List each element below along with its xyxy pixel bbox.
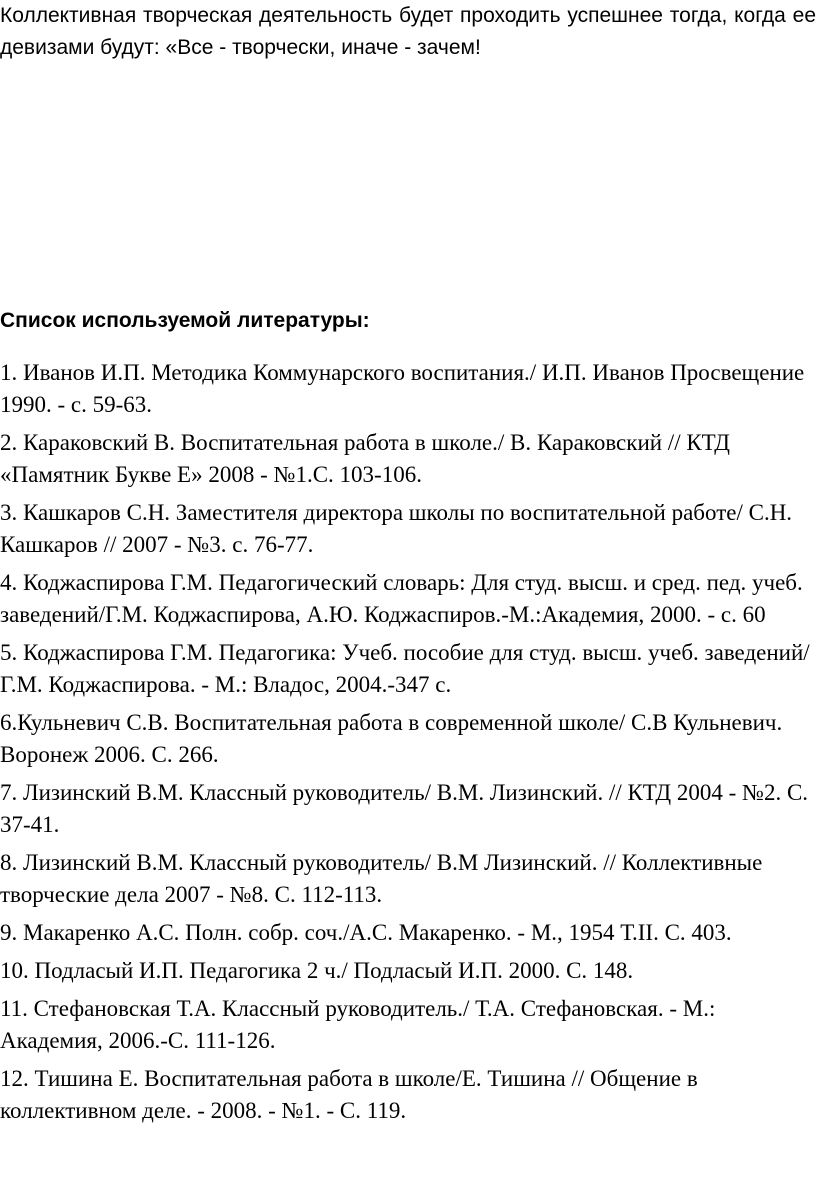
bibliography-item: 1. Иванов И.П. Методика Коммунарского воспитания./ И.П. Иванов Просвещение 1990. - с. 59-63. xyxy=(0,360,805,417)
bibliography-item: 7. Лизинский В.М. Классный руководитель/ В.М. Лизинский. // КТД 2004 - №2. С. 37-41. xyxy=(0,780,809,837)
bibliography-item: 3. Кашкаров С.Н. Заместителя директора школы по воспитательной работе/ С.Н. Кашкаров // 2007 - №3. с. 76-77. xyxy=(0,500,793,557)
bibliography-item: 12. Тишина Е. Воспитательная работа в школе/Е. Тишина // Общение в коллективном деле. - 2008. - №1. - С. 119. xyxy=(0,1066,698,1123)
bibliography-item: 6.Кульневич С.В. Воспитательная работа в современной школе/ С.В Кульневич. Воронеж 2006. С. 266. xyxy=(0,710,783,767)
bibliography-item: 8. Лизинский В.М. Классный руководитель/ В.М Лизинский. // Коллективные творческие дела 2007 - №8. С. 112-113. xyxy=(0,850,763,907)
bibliography-item: 5. Коджаспирова Г.М. Педагогика: Учеб. пособие для студ. высш. учеб. заведений/ Г.М. Коджаспирова. - М.: Владос, 2004.-347 с. xyxy=(0,640,810,697)
bibliography-item: 11. Стефановская Т.А. Классный руководитель./ Т.А. Стефановская. - М.: Академия, 2006.-С. 111-126. xyxy=(0,996,716,1053)
bibliography-item: 4. Коджаспирова Г.М. Педагогический словарь: Для студ. высш. и сред. пед. учеб. заведений/Г.М. Коджаспирова, А.Ю. Коджаспиров.-М.:Академия, 2000. - с. 60 xyxy=(0,570,803,627)
bibliography-item: 9. Макаренко А.С. Полн. собр. соч./А.С. Макаренко. - М., 1954 Т.II. С. 403. xyxy=(0,920,732,945)
bibliography-heading: Список используемой литературы: xyxy=(0,309,370,332)
bibliography-item: 10. Подласый И.П. Педагогика 2 ч./ Подласый И.П. 2000. С. 148. xyxy=(0,958,634,983)
bibliography-list xyxy=(0,357,816,1133)
bibliography-item: 2. Караковский В. Воспитательная работа в школе./ В. Караковский // КТД «Памятник Букве Е» 2008 - №1.С. 103-106. xyxy=(0,430,730,487)
intro-paragraph: Коллективная творческая деятельность будет проходить успешнее тогда, когда ее девизами будут: «Все - творчески, иначе - зачем! xyxy=(0,4,816,59)
